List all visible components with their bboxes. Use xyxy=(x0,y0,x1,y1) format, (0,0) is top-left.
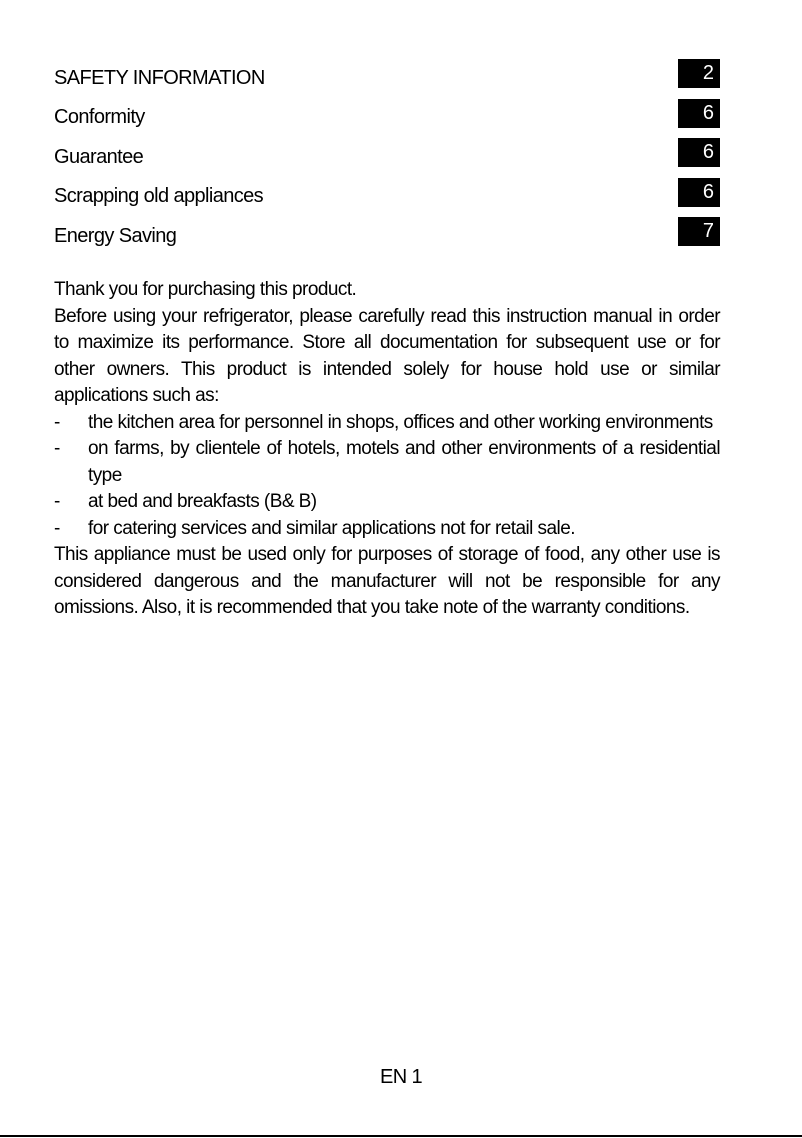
dash-bullet: - xyxy=(54,411,60,433)
intended-uses-list xyxy=(54,410,720,543)
list-item-text: on farms, by clientele of hotels, motels and other environments of a residential type xyxy=(88,438,720,486)
toc-entry-safety-information xyxy=(54,58,720,98)
table-of-contents xyxy=(54,58,720,256)
toc-page-number-badge: 6 xyxy=(678,99,720,128)
toc-entry-guarantee xyxy=(54,137,720,177)
toc-page-number-badge: 6 xyxy=(678,138,720,167)
intro-paragraph: Before using your refrigerator, please carefully read this instruction manual in order to maximize its performance. Store all documentation for subsequent use or for other owners. This product is intended solely for house hold use or similar applications such as: xyxy=(54,305,720,406)
toc-entry-label: Conformity xyxy=(54,106,145,129)
page-number-footer: EN 1 xyxy=(379,1066,423,1088)
list-item-text: for catering services and similar applications not for retail sale. xyxy=(88,517,575,539)
list-item-text: at bed and breakfasts (B& B) xyxy=(88,491,317,512)
thank-you-line: Thank you for purchasing this product. xyxy=(54,279,357,300)
toc-page-number-badge: 7 xyxy=(678,217,720,246)
closing-paragraph: This appliance must be used only for purposes of storage of food, any other use is considered dangerous and the manufacturer will not be responsible for any omissions. Also, it is recommended that you take note of the warranty conditions. xyxy=(54,544,720,618)
toc-page-number-badge: 6 xyxy=(678,178,720,207)
toc-entry-label: SAFETY INFORMATION xyxy=(54,66,265,89)
list-item-text: the kitchen area for personnel in shops, offices and other working environments xyxy=(88,411,713,433)
dash-bullet: - xyxy=(54,491,60,512)
list-item xyxy=(54,410,720,437)
toc-entry-energy-saving xyxy=(54,216,720,256)
introduction-text xyxy=(54,277,720,622)
bottom-divider xyxy=(0,1135,802,1137)
dash-bullet: - xyxy=(54,438,60,459)
toc-page-number-badge: 2 xyxy=(678,59,720,88)
list-item xyxy=(54,489,720,516)
toc-entry-label: Energy Saving xyxy=(54,224,177,247)
toc-entry-conformity xyxy=(54,98,720,138)
dash-bullet: - xyxy=(54,517,60,539)
toc-entry-label: Guarantee xyxy=(54,145,144,168)
toc-entry-label: Scrapping old appliances xyxy=(54,185,264,208)
list-item xyxy=(54,436,720,489)
toc-entry-scrapping-old-appliances xyxy=(54,177,720,217)
list-item xyxy=(54,516,720,543)
